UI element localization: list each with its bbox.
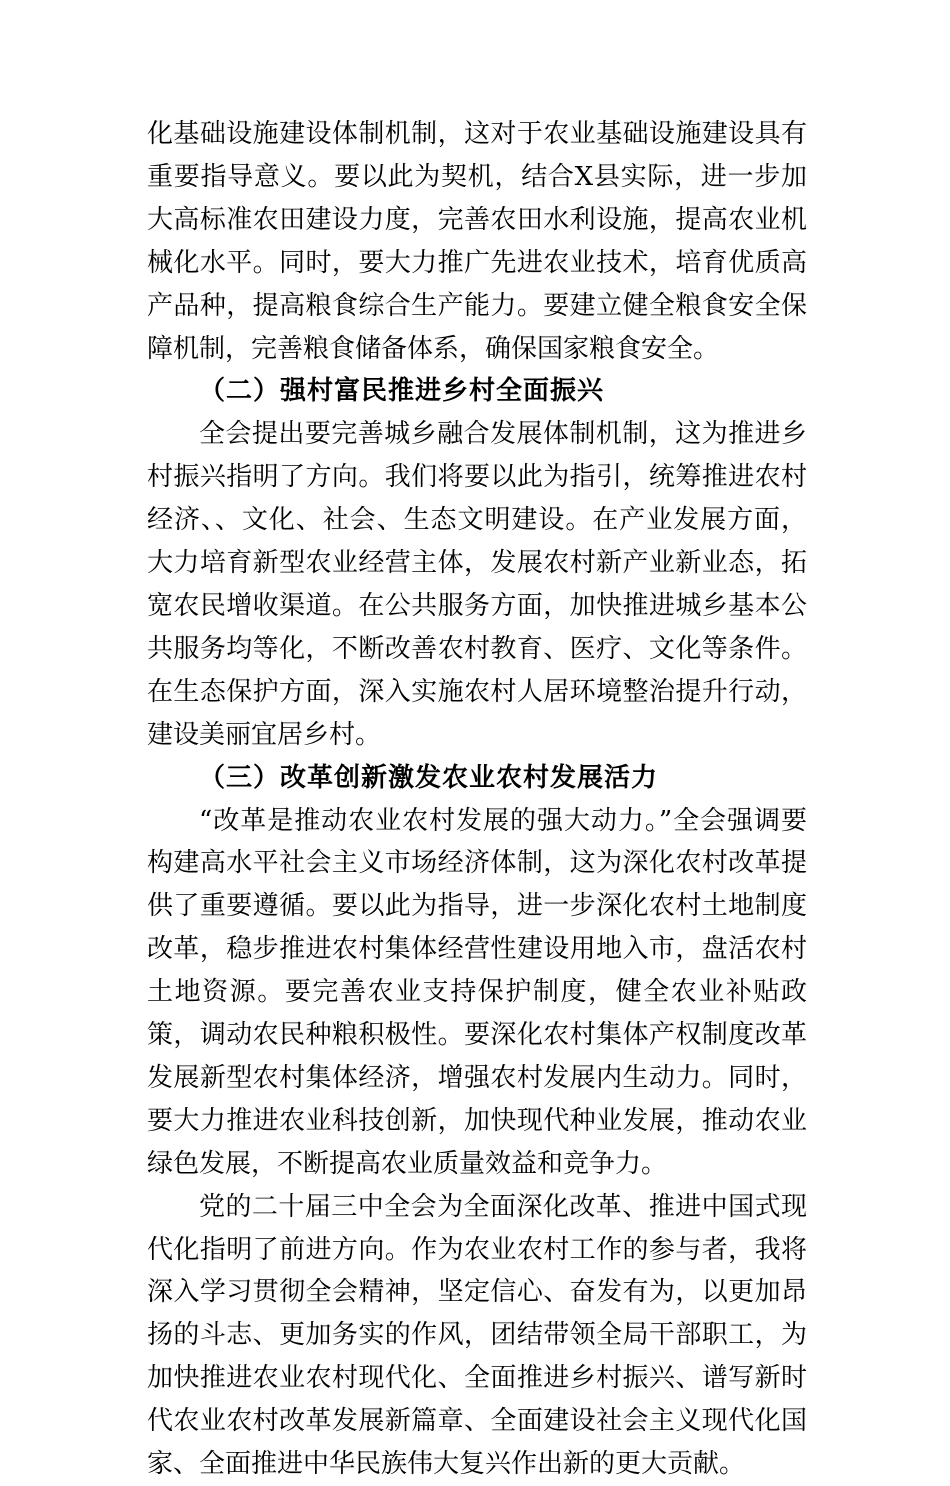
document-body [147, 113, 807, 1486]
paragraph-conclusion: 党的二十届三中全会为全面深化改革、推进中国式现代化指明了前进方向。作为农业农村工作的参与者，我将深入学习贯彻全会精神，坚定信心、奋发有为，以更加昂扬的斗志、更加务实的作风，团结带领全局干部职工，为加快推进农业农村现代化、全面推进乡村振兴、谱写新时代农业农村改革发展新篇章、全面建设社会主义现代化国家、全面推进中华民族伟大复兴作出新的更大贡献。 [147, 1191, 807, 1480]
section-heading-2: （二）强村富民推进乡村全面振兴 [199, 376, 605, 407]
section-heading-3: （三）改革创新激发农业农村发展活力 [199, 762, 659, 793]
paragraph-reform-innovation: “改革是推动农业农村发展的强大动力。”全会强调要构建高水平社会主义市场经济体制，这为深化农村改革提供了重要遵循。要以此为指导，进一步深化农村土地制度改革，稳步推进农村集体经营性建设用地入市，盘活农村土地资源。要完善农业支持保护制度，健全农业补贴政策，调动农民种粮积极性。要深化农村集体产权制度改革发展新型农村集体经济，增强农村发展内生动力。同时，要大力推进农业科技创新，加快现代种业发展，推动农业绿色发展，不断提高农业质量效益和竞争力。 [147, 805, 807, 1179]
paragraph-continued: 化基础设施建设体制机制，这对于农业基础设施建设具有重要指导意义。要以此为契机，结合X县实际，进一步加大高标准农田建设力度，完善农田水利设施，提高农业机械化水平。同时，要大力推广先进农业技术，培育优质高产品种，提高粮食综合生产能力。要建立健全粮食安全保障机制，完善粮食储备体系，确保国家粮食安全。 [147, 119, 807, 364]
paragraph-rural-revitalization: 全会提出要完善城乡融合发展体制机制，这为推进乡村振兴指明了方向。我们将要以此为指引，统筹推进农村经济、、文化、社会、生态文明建设。在产业发展方面，大力培育新型农业经营主体，发展农村新产业新业态，拓宽农民增收渠道。在公共服务方面，加快推进城乡基本公共服务均等化，不断改善农村教育、医疗、文化等条件。在生态保护方面，深入实施农村人居环境整治提升行动，建设美丽宜居乡村。 [147, 419, 807, 750]
